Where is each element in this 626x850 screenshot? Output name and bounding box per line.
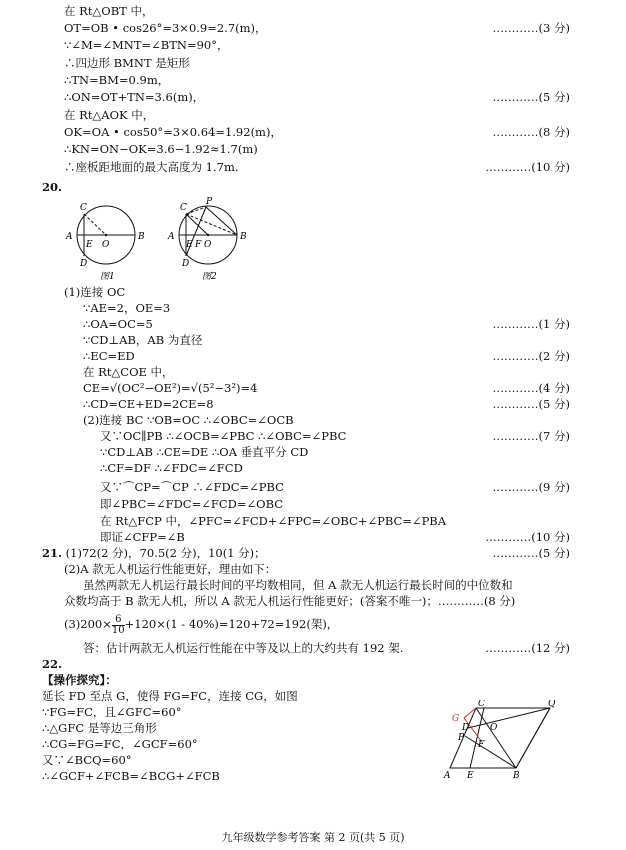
q22-line-1: 延长 FD 至点 G，使得 FG=FC，连接 CG，如图 <box>42 689 298 703</box>
fig1-segment-oc <box>84 214 106 235</box>
q20-line-4: ∵CD⊥AB，AB 为直径 <box>83 333 203 347</box>
fig2-label-a: A <box>168 232 175 242</box>
q19-line-9: ∴KN=ON−OK=3.6−1.92≈1.7(m) <box>64 142 258 156</box>
q22-label-c: C <box>478 700 485 709</box>
q22-line-6: ∴∠GCF+∠FCB=∠BCG+∠FCB <box>42 769 220 783</box>
q22-segment-pb <box>465 736 516 768</box>
q20-line-7: CE=√(OC²−OE²)=√(5²−3²)=4 <box>83 381 258 395</box>
q21-line-5-suffix: +120×(1 - 40%)=120+72=192(架)， <box>124 617 339 631</box>
q20-score-7: …………(7 分) <box>492 429 570 443</box>
q22-line-4: ∴CG=FG=FC，∠GCF=60° <box>42 737 198 751</box>
q22-label-o: O <box>490 723 498 733</box>
q21-line-4: 众数均高于 B 款无人机，所以 A 款无人机运行性能更好；(答案不唯一)；…………(8 分) <box>64 594 516 608</box>
q19-score-5: …………(5 分) <box>492 90 570 104</box>
q22-label-b: B <box>513 771 520 781</box>
page-footer: 九年级数学参考答案 第 2 页(共 5 页) <box>221 831 405 844</box>
q20-line-8: ∴CD=CE+ED=2CE=8 <box>83 397 214 411</box>
q19-line-5: ∴TN=BM=0.9m， <box>64 73 170 87</box>
q21-line-5 <box>64 611 338 637</box>
q20-score-2: …………(2 分) <box>492 349 570 363</box>
q22-line-5: 又∵∠BCQ=60° <box>42 753 132 767</box>
q20-score-9: …………(9 分) <box>492 480 570 494</box>
fig2-center-dot <box>207 234 209 236</box>
q19-line-6: ∴ON=OT+TN=3.6(m)， <box>64 90 205 104</box>
q20-line-12: ∴CF=DF ∴∠FDC=∠FCD <box>100 461 243 475</box>
q20-score-4: …………(4 分) <box>492 381 570 395</box>
fig2-segment-cb <box>186 214 237 235</box>
q20-score-10: …………(10 分) <box>485 530 570 544</box>
q20-line-16: 即证∠CFP=∠B <box>100 530 185 544</box>
q22-figure <box>438 700 568 782</box>
q22-line-2: ∵FG=FC，且∠GFC=60° <box>42 705 182 719</box>
q22-label-e: E <box>467 771 474 781</box>
q20-score-1: …………(1 分) <box>492 317 570 331</box>
q19-line-8: OK=OA • cos50°=3×0.64=1.92(m)， <box>64 125 282 139</box>
q19-line-4: ∴四边形 BMNT 是矩形 <box>64 56 190 70</box>
q21-line-5-prefix: (3)200× <box>64 617 112 631</box>
fig2-label-p: P <box>206 197 213 207</box>
q22-label-p: P <box>458 733 465 743</box>
q20-line-15: 在 Rt△FCP 中，∠PFC=∠FCD+∠FPC=∠OBC+∠PBC=∠PBA <box>100 514 447 528</box>
q19-score-3: …………(3 分) <box>492 21 570 35</box>
q20-line-13: 又∵⌒CP=⌒CP ∴∠FDC=∠PBC <box>100 480 284 494</box>
q20-line-5: ∴EC=ED <box>83 349 135 363</box>
q21-line-1: (1)72(2 分)，70.5(2 分)，10(1 分)； <box>65 546 266 560</box>
q19-score-10: …………(10 分) <box>485 160 570 174</box>
q22-label-d: D <box>462 723 470 733</box>
fig2-label-f: F <box>195 240 202 250</box>
q19-line-10: ∴座板距地面的最大高度为 1.7m. <box>64 160 239 174</box>
q20-line-11: ∵CD⊥AB ∴CE=DE ∴OA 垂直平分 CD <box>100 445 309 459</box>
q21-line-1-wrap <box>42 546 266 560</box>
q22-label-g: G <box>452 714 460 724</box>
fig2-label-b: B <box>240 232 247 242</box>
q19-line-1: 在 Rt△OBT 中， <box>64 4 154 18</box>
q19-score-8: …………(8 分) <box>492 125 570 139</box>
fig1-label-a: A <box>66 232 73 242</box>
fig2-segment-oc <box>186 214 208 235</box>
q20-figure-1 <box>62 195 154 283</box>
q19-line-7: 在 Rt△AOK 中， <box>64 108 155 122</box>
fig2-label-c: C <box>180 203 187 213</box>
q20-score-5: …………(5 分) <box>492 397 570 411</box>
q20-line-2: ∵AE=2，OE=3 <box>83 301 171 315</box>
fig1-center-dot <box>105 234 107 236</box>
fig2-label-e: E <box>186 240 193 250</box>
q20-line-14: 即∠PBC=∠FDC=∠FCD=∠OBC <box>100 497 284 511</box>
q21-fraction-denominator: 10 <box>111 624 125 636</box>
fig1-label-c: C <box>80 203 87 213</box>
fig2-caption: 图2 <box>202 272 217 282</box>
q22-number: 22. <box>42 657 63 671</box>
fig1-caption: 图1 <box>100 272 115 282</box>
q22-heading: 【操作探究】： <box>42 673 117 687</box>
q21-line-3: 虽然两款无人机运行最长时间的平均数相同，但 A 款无人机运行最长时间的中位数和 <box>83 578 513 592</box>
q20-line-9: (2)连接 BC ∵OB=OC ∴∠OBC=∠OCB <box>83 413 294 427</box>
fig2-label-o: O <box>204 240 212 250</box>
q22-label-f: F <box>478 740 485 750</box>
q20-line-1: (1)连接 OC <box>64 285 126 299</box>
q20-line-10: 又∵OC∥PB ∴∠OCB=∠PBC ∴∠OBC=∠PBC <box>100 429 347 443</box>
fig1-label-o: O <box>102 240 110 250</box>
q19-line-3: ∵∠M=∠MNT=∠BTN=90°， <box>64 38 229 52</box>
q21-score-12: …………(12 分) <box>485 641 570 655</box>
fig2-label-d: D <box>182 259 190 269</box>
fig1-label-e: E <box>86 240 93 250</box>
fig1-label-d: D <box>80 259 88 269</box>
fig1-label-b: B <box>138 232 145 242</box>
q20-line-6: 在 Rt△COE 中， <box>83 365 174 379</box>
q21-fraction <box>112 615 125 636</box>
q21-line-2: (2)A 款无人机运行性能更好，理由如下： <box>64 562 277 576</box>
q21-line-6: 答：估计两款无人机运行性能在中等及以上的大约共有 192 架. <box>83 641 404 655</box>
fig2-segment-pb <box>206 207 237 235</box>
q20-figure-2 <box>164 195 256 283</box>
q21-number: 21. <box>42 546 63 560</box>
q22-segment-bq <box>516 708 550 768</box>
q20-number: 20. <box>42 180 63 194</box>
q22-label-q: Q <box>548 700 556 709</box>
q22-line-3: ∴△GFC 是等边三角形 <box>42 721 157 735</box>
q21-score-5: …………(5 分) <box>492 546 570 560</box>
q22-label-a: A <box>444 771 451 781</box>
q20-line-3: ∴OA=OC=5 <box>83 317 153 331</box>
q21-fraction-numerator: 6 <box>112 615 125 626</box>
q19-line-2: OT=OB • cos26°=3×0.9=2.7(m)， <box>64 21 267 35</box>
